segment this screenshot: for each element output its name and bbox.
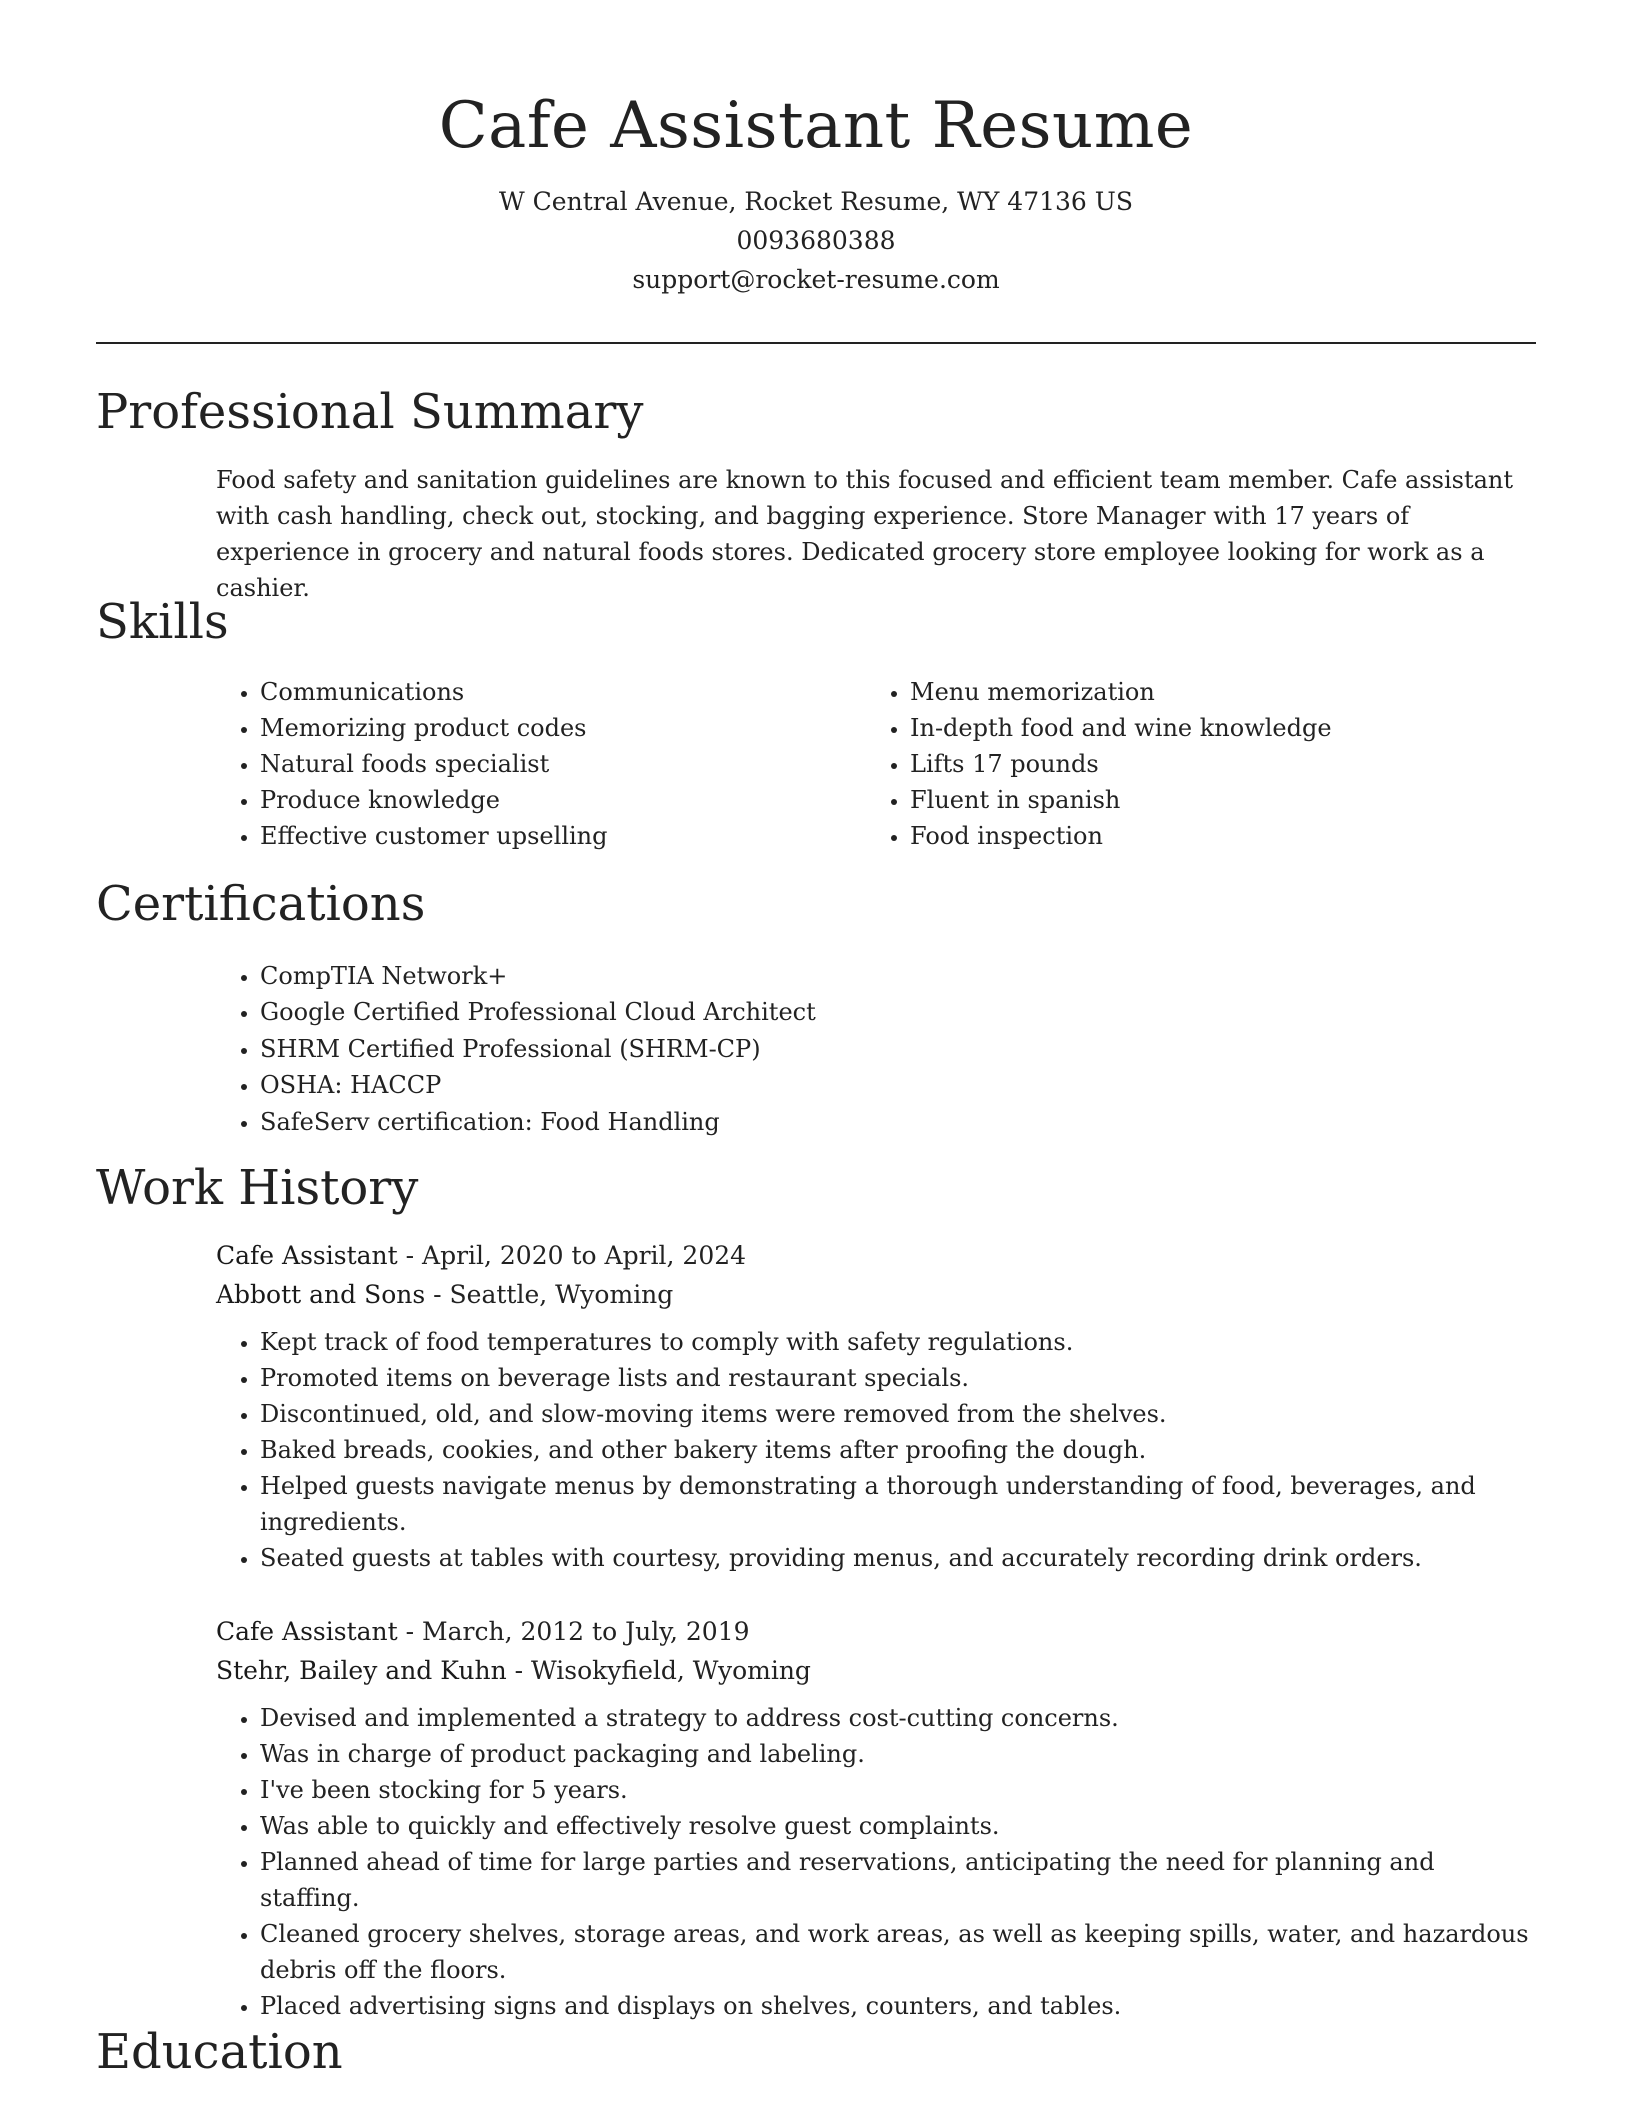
list-item: • SafeServ certification: Food Handling (260, 1104, 1536, 1140)
certifications-block (216, 958, 1536, 1140)
list-item: • CompTIA Network+ (260, 958, 1536, 994)
list-item: • Food inspection (910, 818, 1536, 854)
skills-column-right (866, 674, 1536, 854)
header-divider (96, 342, 1536, 344)
job-title-line (216, 1612, 1536, 1651)
certifications-list (216, 958, 1536, 1140)
resume-title: Cafe Assistant Resume (438, 89, 1194, 163)
list-item: • Menu memorization (910, 674, 1536, 710)
list-item: • OSHA: HACCP (260, 1067, 1536, 1103)
job-title: Cafe Assistant (216, 1241, 398, 1270)
contact-info (96, 182, 1536, 299)
contact-phone: 0093680388 (736, 226, 896, 255)
list-item: • Was in charge of product packaging and labeling. (260, 1736, 1536, 1772)
skills-list-right (866, 674, 1536, 854)
certifications-heading: Certifications (96, 876, 426, 932)
list-item: • Seated guests at tables with courtesy, providing menus, and accurately recording drink orders. (260, 1540, 1536, 1576)
job-entry (216, 1236, 1536, 1576)
job-dates: - March, 2012 to July, 2019 (397, 1617, 750, 1646)
list-item: • Was able to quickly and effectively resolve guest complaints. (260, 1808, 1536, 1844)
work-history-heading: Work History (96, 1160, 419, 1216)
contact-email: support@rocket-resume.com (632, 265, 1000, 294)
list-item: • Planned ahead of time for large parties and reservations, anticipating the need for planning and staffing. (260, 1844, 1536, 1916)
job-company: Abbott and Sons (216, 1280, 426, 1309)
list-item: • SHRM Certified Professional (SHRM-CP) (260, 1031, 1536, 1067)
list-item: • Kept track of food temperatures to comply with safety regulations. (260, 1324, 1536, 1360)
list-item: • Placed advertising signs and displays on shelves, counters, and tables. (260, 1988, 1536, 2024)
list-item: • Discontinued, old, and slow-moving items were removed from the shelves. (260, 1396, 1536, 1432)
list-item: • Natural foods specialist (260, 746, 816, 782)
job-duties-list (216, 1324, 1536, 1576)
list-item: • Promoted items on beverage lists and restaurant specials. (260, 1360, 1536, 1396)
job-dates: - April, 2020 to April, 2024 (397, 1241, 747, 1270)
list-item: • Effective customer upselling (260, 818, 816, 854)
job-company: Stehr, Bailey and Kuhn (216, 1656, 507, 1685)
list-item: • I've been stocking for 5 years. (260, 1772, 1536, 1808)
skills-column-left (216, 674, 816, 854)
list-item: • Devised and implemented a strategy to address cost-cutting concerns. (260, 1700, 1536, 1736)
job-company-line (216, 1275, 1536, 1314)
list-item: • Memorizing product codes (260, 710, 816, 746)
skills-list-left (216, 674, 816, 854)
list-item: • In-depth food and wine knowledge (910, 710, 1536, 746)
job-title-line (216, 1236, 1536, 1275)
resume-header (96, 80, 1536, 299)
list-item: • Communications (260, 674, 816, 710)
job-location: - Seattle, Wyoming (425, 1280, 674, 1309)
list-item: • Fluent in spanish (910, 782, 1536, 818)
job-company-line (216, 1651, 1536, 1690)
list-item: • Helped guests navigate menus by demonstrating a thorough understanding of food, beverages, and ingredients. (260, 1468, 1536, 1540)
education-heading: Education (96, 2024, 343, 2080)
skills-heading: Skills (96, 594, 229, 650)
list-item: • Lifts 17 pounds (910, 746, 1536, 782)
list-item: • Baked breads, cookies, and other bakery items after proofing the dough. (260, 1432, 1536, 1468)
list-item: • Produce knowledge (260, 782, 816, 818)
list-item: • Cleaned grocery shelves, storage areas, and work areas, as well as keeping spills, water, and hazardous debris off the floors. (260, 1916, 1536, 1988)
contact-address: W Central Avenue, Rocket Resume, WY 47136 US (499, 187, 1133, 216)
job-title: Cafe Assistant (216, 1617, 398, 1646)
job-duties-list (216, 1700, 1536, 2024)
summary-text: Food safety and sanitation guidelines are known to this focused and efficient team member. Cafe assistant with cash handling, check out, stocking, and bagging experience. Store Manager with 17 years of experience in grocery and natural foods stores. Dedicated grocery store employee looking for work as a cashier. (216, 466, 1514, 602)
summary-heading: Professional Summary (96, 384, 644, 440)
job-location: - Wisokyfield, Wyoming (506, 1656, 811, 1685)
job-entry (216, 1612, 1536, 2024)
list-item: • Google Certified Professional Cloud Architect (260, 994, 1536, 1030)
